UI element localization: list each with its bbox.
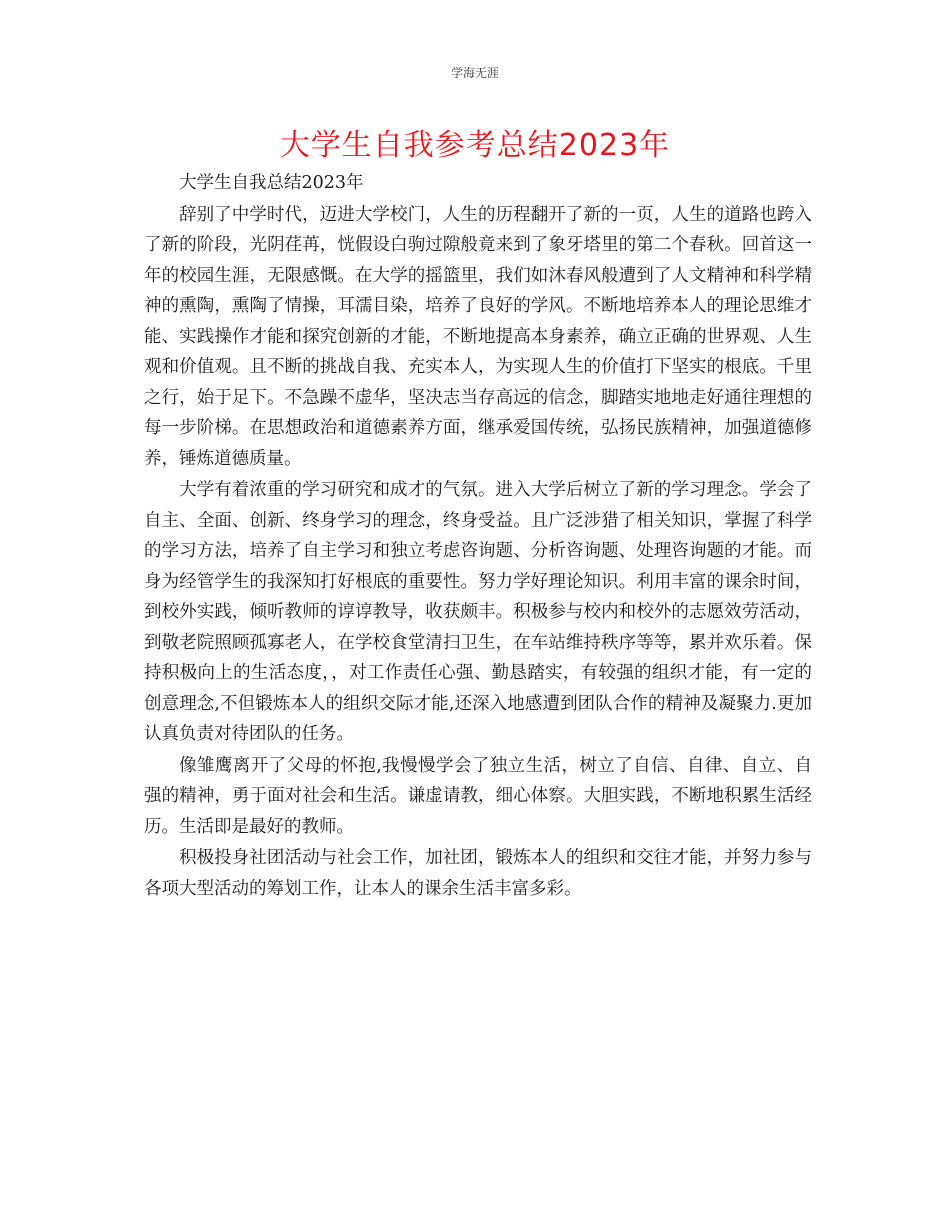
paragraph-3: 像雏鹰离开了父母的怀抱,我慢慢学会了独立生活，树立了自信、自律、自立、自强的精神，勇于面对社会和生活。谦虚请教，细心体察。大胆实践，不断地积累生活经历。生活即是最好的教师。 [144, 755, 812, 837]
document-body [144, 168, 812, 905]
page-header: 学海无涯 [450, 66, 499, 80]
document-title: 大学生自我参考总结2023年 [279, 128, 671, 163]
document-subtitle: 大学生自我总结2023年 [179, 173, 364, 193]
paragraph-2: 大学有着浓重的学习研究和成才的气氛。进入大学后树立了新的学习理念。学会了自主、全面、创新、终身学习的理念，终身受益。且广泛涉猎了相关知识，掌握了科学的学习方法，培养了自主学习和独立考虑咨询题、分析咨询题、处理咨询题的才能。而身为经管学生的我深知打好根底的重要性。努力学好理论知识。利用丰富的课余时间，到校外实践，倾听教师的谆谆教导，收获颇丰。积极参与校内和校外的志愿效劳活动，到敬老院照顾孤寡老人，在学校食堂清扫卫生，在车站维持秩序等等，累并欢乐着。保持积极向上的生活态度，，对工作责任心强、勤恳踏实，有较强的组织才能，有一定的创意理念,不但锻炼本人的组织交际才能,还深入地感遭到团队合作的精神及凝聚力.更加认真负责对待团队的任务。 [144, 480, 812, 744]
paragraph-4: 积极投身社团活动与社会工作，加社团，锻炼本人的组织和交往才能，并努力参与各项大型活动的筹划工作，让本人的课余生活丰富多彩。 [144, 848, 812, 899]
paragraph-1: 辞别了中学时代，迈进大学校门，人生的历程翻开了新的一页，人生的道路也跨入了新的阶段，光阴荏苒，恍假设白驹过隙般竟来到了象牙塔里的第二个春秋。回首这一年的校园生涯，无限感慨。在大学的摇篮里，我们如沐春风般遭到了人文精神和科学精神的熏陶，熏陶了情操，耳濡目染，培养了良好的学风。不断地培养本人的理论思维才能、实践操作才能和探究创新的才能，不断地提高本身素养，确立正确的世界观、人生观和价值观。且不断的挑战自我、充实本人，为实现人生的价值打下坚实的根底。千里之行，始于足下。不急躁不虚华，坚决志当存高远的信念，脚踏实地地走好通往理想的每一步阶梯。在思想政治和道德素养方面，继承爱国传统，弘扬民族精神，加强道德修养，锤炼道德质量。 [144, 204, 812, 469]
